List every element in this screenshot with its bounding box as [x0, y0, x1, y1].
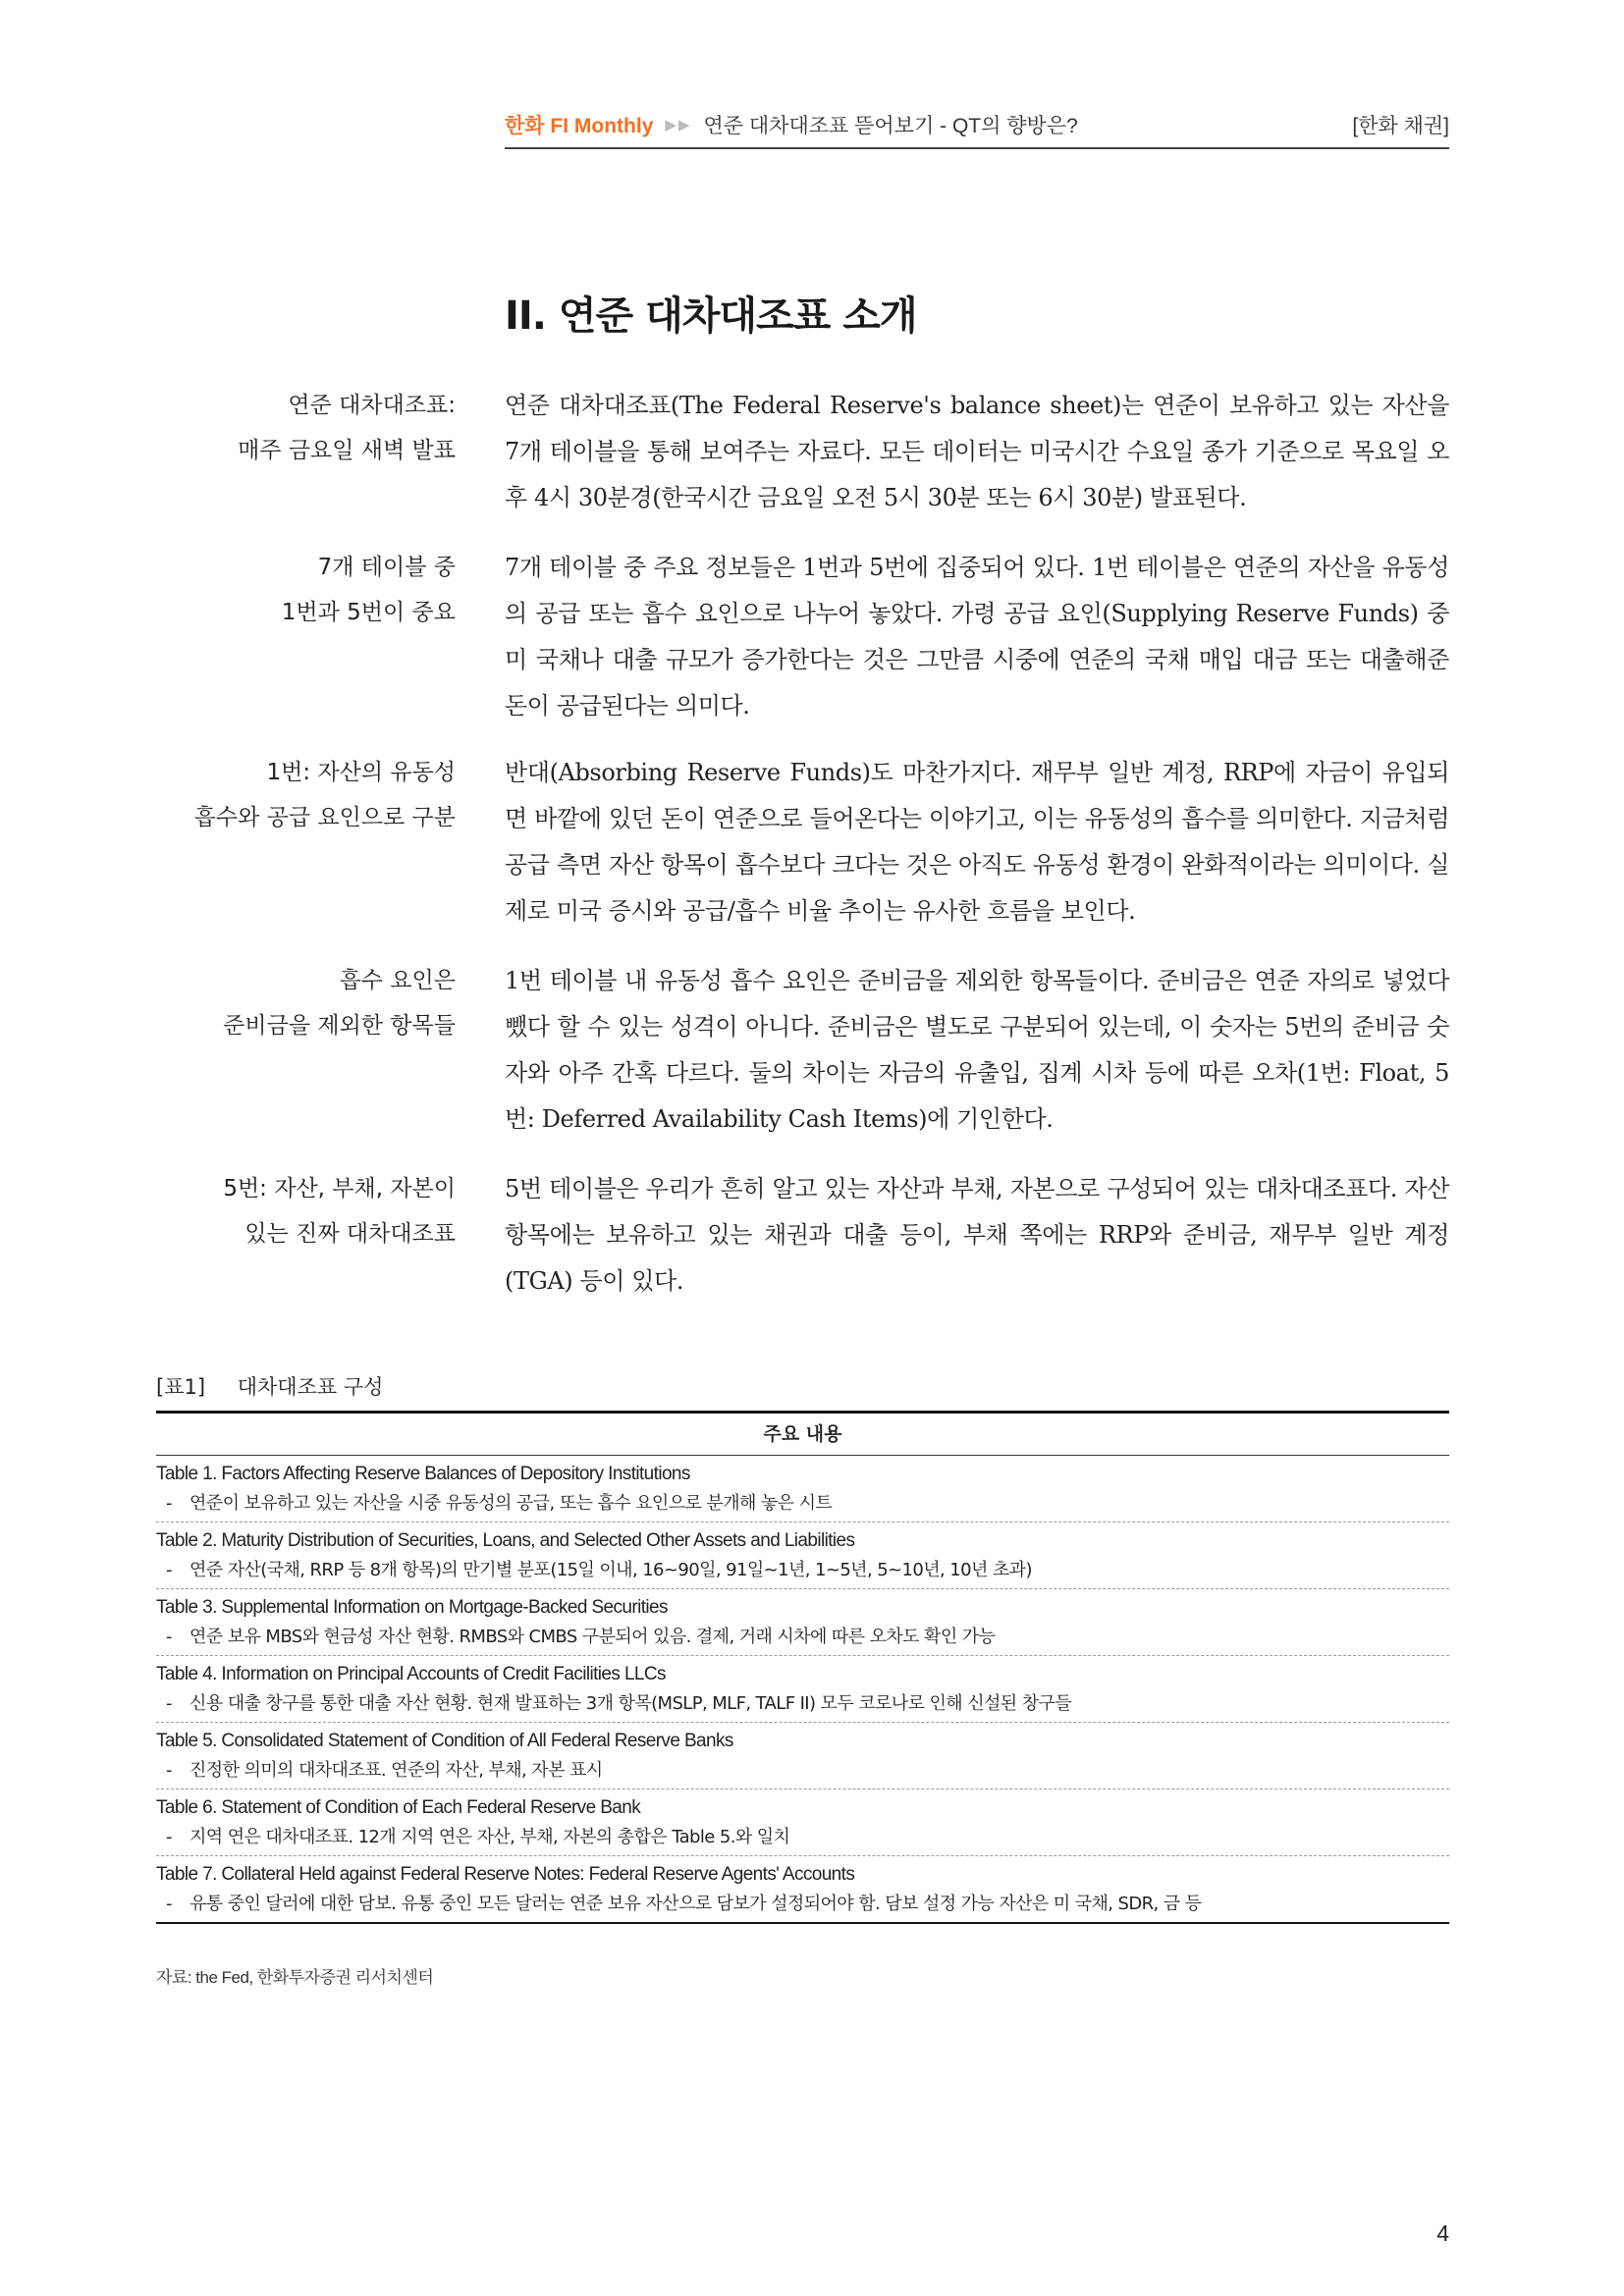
table-row-title: Table 4. Information on Principal Accounts of Credit Facilities LLCs — [156, 1664, 666, 1684]
dash-icon: - — [166, 1493, 172, 1514]
table-row-desc — [156, 1556, 1449, 1585]
section-title: II. 연준 대차대조표 소개 — [505, 294, 917, 339]
side-note-line: 연준 대차대조표: — [288, 393, 456, 418]
table-row-desc — [156, 1756, 1449, 1786]
paragraph-3-side-note — [194, 750, 456, 840]
dash-icon: - — [166, 1760, 172, 1781]
table-header: 주요 내용 — [156, 1414, 1449, 1456]
table-row-desc — [156, 1823, 1449, 1852]
header-subtitle: 연준 대차대조표 뜯어보기 - QT의 향방은? — [703, 115, 1078, 137]
table-row-desc — [156, 1623, 1449, 1652]
dash-icon: - — [166, 1827, 172, 1847]
table-row-desc-text: 연준 보유 MBS와 현금성 자산 현황. RMBS와 CMBS 구분되어 있음. 결제, 거래 시차에 따른 오차도 확인 가능 — [189, 1627, 996, 1647]
table-caption — [156, 1371, 383, 1401]
table-row-desc — [156, 1489, 1449, 1519]
table-row-desc-text: 신용 대출 창구를 통한 대출 자산 현황. 현재 발표하는 3개 항목(MSLP, MLF, TALF II) 모두 코로나로 인해 신설된 창구들 — [189, 1693, 1072, 1714]
header-tag: [한화 채권] — [1352, 115, 1449, 137]
table-row-desc — [156, 1890, 1449, 1919]
side-note-line: 7개 테이블 중 — [317, 555, 456, 580]
paragraph-1-side-note — [238, 383, 456, 473]
paragraph-1-body: 연준 대차대조표(The Federal Reserve's balance sheet)는 연준이 보유하고 있는 자산을 7개 테이블을 통해 보여주는 자료다. 모든 데이터는 미국시간 수요일 종가 기준으로 목요일 오후 4시 30분경(한국시간 금요일 오전 5시 30분 또는 6시 30분) 발표된다. — [505, 392, 1449, 511]
dash-icon: - — [166, 1627, 172, 1647]
table-source: 자료: the Fed, 한화투자증권 리서치센터 — [156, 1968, 434, 1987]
composition-table — [156, 1411, 1449, 1924]
paragraph-2-side-note — [282, 545, 456, 635]
table-row-desc — [156, 1689, 1449, 1719]
table-row-desc-text: 연준이 보유하고 있는 자산을 시중 유동성의 공급, 또는 흡수 요인으로 분개해 놓은 시트 — [189, 1493, 833, 1514]
table-row — [156, 1522, 1449, 1589]
side-note-line: 1번과 5번이 중요 — [281, 600, 456, 625]
table-row-title: Table 1. Factors Affecting Reserve Balances of Depository Institutions — [156, 1464, 690, 1484]
table-row — [156, 1789, 1449, 1856]
side-note-line: 준비금을 제외한 항목들 — [223, 1013, 456, 1039]
table-row — [156, 1656, 1449, 1723]
table-row — [156, 1856, 1449, 1922]
dash-icon: - — [166, 1894, 172, 1914]
dash-icon: - — [166, 1693, 172, 1714]
table-row-title: Table 2. Maturity Distribution of Securities, Loans, and Selected Other Assets and Liabilities — [156, 1530, 855, 1551]
paragraph-5-body: 5번 테이블은 우리가 흔히 알고 있는 자산과 부채, 자본으로 구성되어 있는 대차대조표다. 자산 항목에는 보유하고 있는 채권과 대출 등이, 부채 쪽에는 RRP와 준비금, 재무부 일반 계정(TGA) 등이 있다. — [505, 1175, 1449, 1295]
page-number: 4 — [1436, 2220, 1449, 2246]
paragraph-4-body: 1번 테이블 내 유동성 흡수 요인은 준비금을 제외한 항목들이다. 준비금은 연준 자의로 넣었다 뺐다 할 수 있는 성격이 아니다. 준비금은 별도로 구분되어 있는데, 이 숫자는 5번의 준비금 숫자와 아주 간혹 다르다. 둘의 차이는 자금의 유출입, 집계 시차 등에 따른 오차(1번: Float, 5번: Deferred Availability Cash Items)에 기인한다. — [505, 967, 1449, 1133]
table-row-desc-text: 진정한 의미의 대차대조표. 연준의 자산, 부채, 자본 표시 — [189, 1760, 603, 1781]
table-row-title: Table 6. Statement of Condition of Each Federal Reserve Bank — [156, 1797, 641, 1818]
table-row-title: Table 5. Consolidated Statement of Condition of All Federal Reserve Banks — [156, 1731, 733, 1751]
header-arrows-icon: ▶▶ — [665, 117, 692, 133]
table-row-title: Table 7. Collateral Held against Federal Reserve Notes: Federal Reserve Agents' Accounts — [156, 1864, 855, 1885]
side-note-line: 흡수 요인은 — [339, 968, 456, 993]
paragraph-3-body: 반대(Absorbing Reserve Funds)도 마찬가지다. 재무부 일반 계정, RRP에 자금이 유입되면 바깥에 있던 돈이 연준으로 들어온다는 이야기고, 이는 유동성의 흡수를 의미한다. 지금처럼 공급 측면 자산 항목이 흡수보다 크다는 것은 아직도 유동성 환경이 완화적이라는 의미이다. 실제로 미국 증시와 공급/흡수 비율 추이는 유사한 흐름을 보인다. — [505, 759, 1449, 925]
side-note-line: 있는 진짜 대차대조표 — [244, 1221, 456, 1247]
table-row — [156, 1589, 1449, 1656]
table-row — [156, 1723, 1449, 1789]
page-header — [505, 102, 1449, 149]
side-note-line: 5번: 자산, 부채, 자본이 — [223, 1176, 456, 1201]
paragraph-2-body: 7개 테이블 중 주요 정보들은 1번과 5번에 집중되어 있다. 1번 테이블은 연준의 자산을 유동성의 공급 또는 흡수 요인으로 나누어 놓았다. 가령 공급 요인(Supplying Reserve Funds) 중 미 국채나 대출 규모가 증가한다는 것은 그만큼 시중에 연준의 국채 매입 대금 또는 대출해준 돈이 공급된다는 의미다. — [505, 554, 1449, 720]
dash-icon: - — [166, 1560, 172, 1580]
side-note-line: 매주 금요일 새벽 발표 — [238, 438, 456, 463]
table-row-desc-text: 유통 중인 달러에 대한 담보. 유통 중인 모든 달러는 연준 보유 자산으로 담보가 설정되어야 함. 담보 설정 가능 자산은 미 국채, SDR, 금 등 — [189, 1894, 1202, 1914]
side-note-line: 흡수와 공급 요인으로 구분 — [193, 805, 456, 830]
table-number: [표1] — [156, 1375, 206, 1399]
table-title: 대차대조표 구성 — [237, 1375, 384, 1399]
table-row-desc-text: 지역 연은 대차대조표. 12개 지역 연은 자산, 부채, 자본의 총합은 Table 5.와 일치 — [189, 1827, 790, 1847]
paragraph-5-side-note — [223, 1166, 456, 1256]
side-note-line: 1번: 자산의 유동성 — [266, 760, 456, 785]
table-row-title: Table 3. Supplemental Information on Mortgage-Backed Securities — [156, 1597, 668, 1618]
header-left — [505, 110, 1078, 139]
table-row-desc-text: 연준 자산(국채, RRP 등 8개 항목)의 만기별 분포(15일 이내, 16~90일, 91일~1년, 1~5년, 5~10년, 10년 초과) — [189, 1560, 1032, 1580]
table-row — [156, 1456, 1449, 1522]
header-brand: 한화 FI Monthly — [505, 115, 654, 137]
paragraph-4-side-note — [223, 958, 456, 1048]
